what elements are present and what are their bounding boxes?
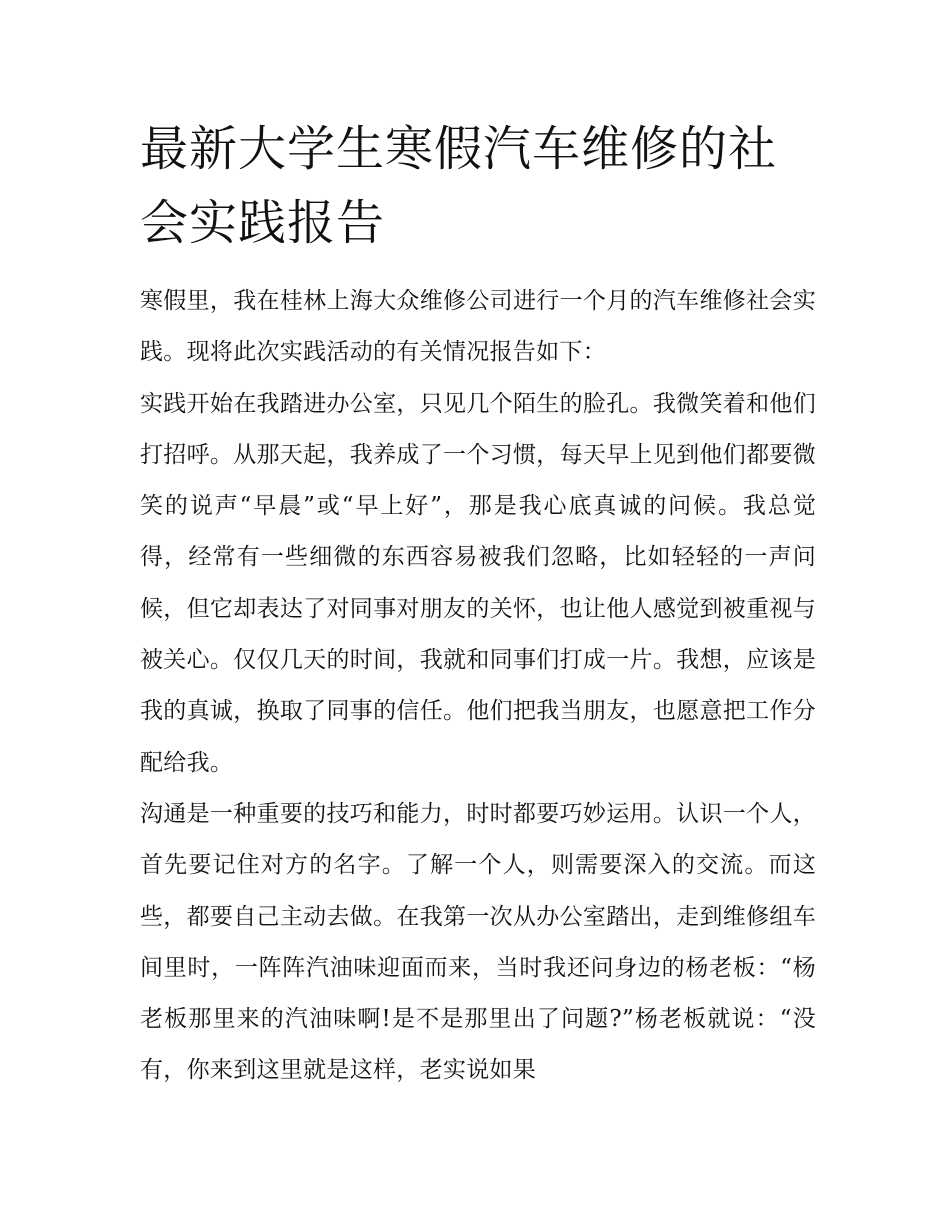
document-body — [140, 276, 816, 1097]
paragraph-intro: 寒假里，我在桂林上海大众维修公司进行一个月的汽车维修社会实践。现将此次实践活动的有关情况报告如下： — [140, 288, 816, 366]
paragraph-greeting: 实践开始在我踏进办公室，只见几个陌生的脸孔。我微笑着和他们打招呼。从那天起，我养成了一个习惯，每天早上见到他们都要微笑的说声“早晨”或“早上好”，那是我心底真诚的问候。我总觉得，经常有一些细微的东西容易被我们忽略，比如轻轻的一声问候，但它却表达了对同事对朋友的关怀，也让他人感觉到被重视与被关心。仅仅几天的时间，我就和同事们打成一片。我想，应该是我的真诚，换取了同事的信任。他们把我当朋友，也愿意把工作分配给我。 — [140, 390, 816, 776]
document-title: 最新大学生寒假汽车维修的社会实践报告 — [140, 121, 778, 251]
paragraph-communication: 沟通是一种重要的技巧和能力，时时都要巧妙运用。认识一个人，首先要记住对方的名字。了解一个人，则需要深入的交流。而这些，都要自己主动去做。在我第一次从办公室踏出，走到维修组车间里时，一阵阵汽油味迎面而来，当时我还问身边的杨老板：“杨老板那里来的汽油味啊!是不是那里出了问题?”杨老板就说：“没有，你来到这里就是这样，老实说如果 — [140, 800, 816, 1084]
